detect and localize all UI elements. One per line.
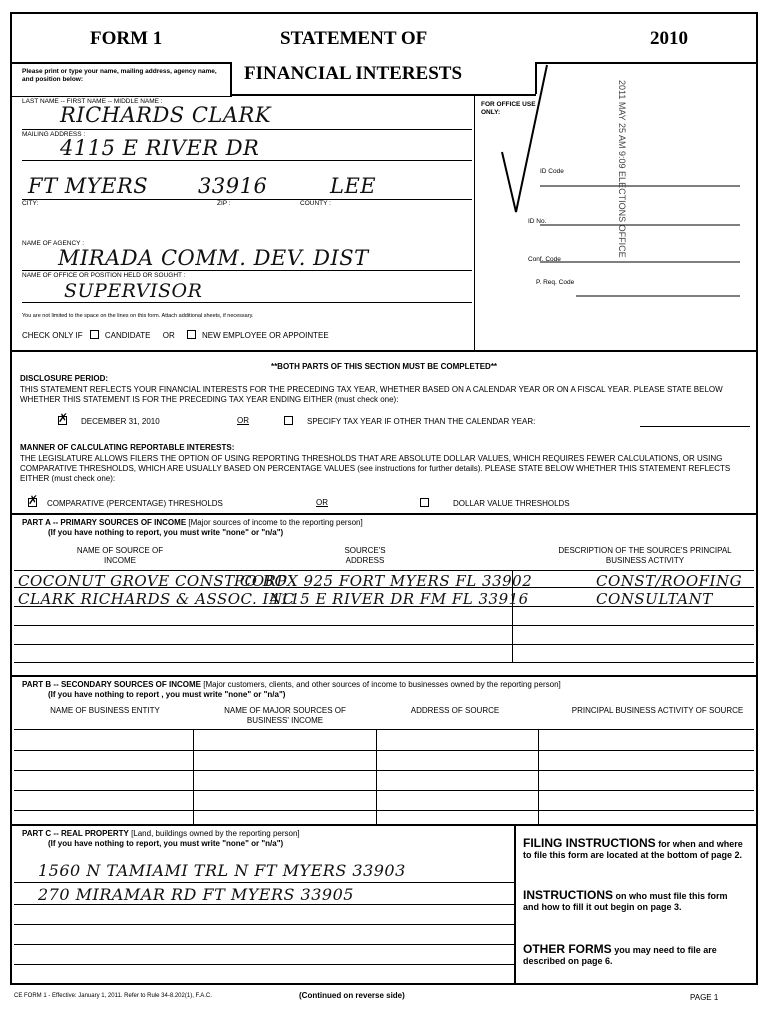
footer-left: CE FORM 1 - Effective: January 1, 2011. Refer to Rule 34-8.202(1), F.A.C. bbox=[14, 993, 212, 999]
form-year: 2010 bbox=[650, 28, 688, 49]
manner-title: MANNER OF CALCULATING REPORTABLE INTERESTS: bbox=[20, 443, 235, 452]
filing-title: FILING INSTRUCTIONS bbox=[523, 836, 656, 850]
id-code-label: ID Code bbox=[540, 168, 564, 175]
name-label: LAST NAME -- FIRST NAME -- MIDDLE NAME : bbox=[22, 98, 163, 105]
part-a-subtitle: (If you have nothing to report, you must write "none" or "n/a") bbox=[48, 528, 284, 537]
form-title-line2: FINANCIAL INTERESTS bbox=[244, 63, 463, 84]
county-value[interactable]: LEE bbox=[330, 174, 377, 198]
part-b-col2: NAME OF MAJOR SOURCES OF BUSINESS' INCOME bbox=[224, 706, 346, 725]
manner-text: THE LEGISLATURE ALLOWS FILERS THE OPTION OF USING REPORTING THRESHOLDS THAT ARE ABSOLUTE DOLLAR VALUES, WHICH REQUIRES FEWER CALCULATIONS, OR USING COMPARATIVE THRESHOLDS, WHICH ARE USUALLY BASED ON PERCENTAGE VALUES (see instructions for further details). PLEASE STATE BELOW WHETHER THIS STATEMENT REFLECTS EITHER (must check one): bbox=[20, 454, 731, 483]
office-label: NAME OF OFFICE OR POSITION HELD OR SOUGHT : bbox=[22, 272, 186, 279]
comparative-checkbox[interactable] bbox=[28, 498, 37, 507]
comparative-label: COMPARATIVE (PERCENTAGE) THRESHOLDS bbox=[47, 499, 223, 508]
print-instruction: Please print or type your name, mailing address, agency name, and position below: bbox=[22, 68, 217, 83]
city-label: CITY: bbox=[22, 200, 39, 207]
specify-year-label: SPECIFY TAX YEAR IF OTHER THAN THE CALENDAR YEAR: bbox=[307, 417, 536, 426]
address-value[interactable]: 4115 E RIVER DR bbox=[60, 136, 260, 160]
address-label: MAILING ADDRESS : bbox=[22, 131, 86, 138]
disclosure-period-text: THIS STATEMENT REFLECTS YOUR FINANCIAL INTERESTS FOR THE PRECEDING TAX YEAR, WHETHER BASED ON A CALENDAR YEAR OR ON A FISCAL YEAR. PLEASE STATE BELOW WHETHER THIS STATEMENT IS FOR THE PRECEDING TAX YEAR ENDING EITHER (must check one): bbox=[20, 385, 723, 404]
other-forms-title: OTHER FORMS bbox=[523, 942, 612, 956]
office-value[interactable]: SUPERVISOR bbox=[64, 280, 203, 302]
filing-text: when and where to file this form are located at the bottom of page 2. bbox=[523, 839, 743, 860]
part-a-row1-activity[interactable]: CONST/ROOFING bbox=[596, 572, 743, 590]
part-a-row1-name[interactable]: COCONUT GROVE CONST CORP bbox=[18, 572, 288, 590]
zip-label: ZIP : bbox=[217, 200, 231, 207]
space-note: You are not limited to the space on the lines on this form. Attach additional sheets, if necessary. bbox=[22, 313, 254, 319]
new-employee-label: NEW EMPLOYEE OR APPOINTEE bbox=[201, 331, 329, 340]
instructions-title: INSTRUCTIONS bbox=[523, 888, 613, 902]
part-a-row2-name[interactable]: CLARK RICHARDS & ASSOC. INC bbox=[18, 590, 295, 608]
part-b-title: PART B -- SECONDARY SOURCES OF INCOME bbox=[22, 680, 201, 689]
specify-year-checkbox[interactable] bbox=[284, 416, 293, 425]
received-stamp: 2011 MAY 25 AM 9:09 ELECTIONS OFFICE bbox=[617, 80, 627, 258]
footer-continued: (Continued on reverse side) bbox=[299, 991, 405, 1000]
part-b-col4: PRINCIPAL BUSINESS ACTIVITY OF SOURCE bbox=[571, 706, 744, 715]
agency-value[interactable]: MIRADA COMM. DEV. DIST bbox=[58, 246, 369, 270]
part-a-col1: NAME OF SOURCE OF INCOME bbox=[76, 546, 164, 565]
form-label: FORM 1 bbox=[90, 28, 163, 49]
check-only-if: CHECK ONLY IF bbox=[22, 331, 83, 340]
new-employee-checkbox[interactable] bbox=[187, 330, 196, 339]
footer-page: PAGE 1 bbox=[690, 993, 719, 1002]
county-label: COUNTY : bbox=[300, 200, 331, 207]
instructions-text: on who must file this form and how to fill it out begin on page 3. bbox=[523, 891, 728, 912]
part-a-col3: DESCRIPTION OF THE SOURCE'S PRINCIPAL BUSINESS ACTIVITY bbox=[558, 546, 732, 565]
dollar-label: DOLLAR VALUE THRESHOLDS bbox=[453, 499, 570, 508]
conf-code-label: Conf. Code bbox=[528, 256, 561, 263]
part-a-col2: SOURCE'S ADDRESS bbox=[344, 546, 386, 565]
part-c-subtitle: (If you have nothing to report, you must write "none" or "n/a") bbox=[48, 839, 284, 848]
part-a-row2-activity[interactable]: CONSULTANT bbox=[596, 590, 713, 608]
id-no-label: ID No. bbox=[528, 218, 547, 225]
form-title-line1: STATEMENT OF bbox=[280, 28, 428, 49]
other-forms-text: you may need to file are described on page 6. bbox=[523, 945, 717, 966]
part-c-row2[interactable]: 270 MIRAMAR RD FT MYERS 33905 bbox=[38, 885, 354, 904]
period-or: OR bbox=[237, 416, 249, 425]
part-c-row1[interactable]: 1560 N TAMIAMI TRL N FT MYERS 33903 bbox=[38, 861, 406, 880]
part-a-title: PART A -- PRIMARY SOURCES OF INCOME bbox=[22, 518, 187, 527]
part-a-row2-address[interactable]: 4115 E RIVER DR FM FL 33916 bbox=[270, 590, 529, 608]
disclosure-period-title: DISCLOSURE PERIOD: bbox=[20, 374, 109, 383]
dec31-checkbox[interactable] bbox=[58, 416, 67, 425]
part-b-note: [Major customers, clients, and other sources of income to businesses owned by the reporting person] bbox=[203, 680, 561, 689]
part-b-col3: ADDRESS OF SOURCE bbox=[410, 706, 500, 715]
agency-label: NAME OF AGENCY : bbox=[22, 240, 85, 247]
part-c-title: PART C -- REAL PROPERTY bbox=[22, 829, 129, 838]
filing-for: for bbox=[658, 839, 671, 849]
manner-or: OR bbox=[316, 498, 328, 507]
part-a-row1-address[interactable]: PO BOX 925 FORT MYERS FL 33902 bbox=[234, 572, 533, 590]
part-a-note: [Major sources of income to the reporting person] bbox=[188, 518, 363, 527]
part-b-col1: NAME OF BUSINESS ENTITY bbox=[50, 706, 160, 715]
p-req-code-label: P. Req. Code bbox=[536, 279, 575, 286]
candidate-or: OR bbox=[162, 331, 175, 340]
city-value[interactable]: FT MYERS bbox=[28, 174, 149, 198]
part-c-note: [Land, buildings owned by the reporting person] bbox=[131, 829, 300, 838]
dec31-label: DECEMBER 31, 2010 bbox=[81, 417, 160, 426]
part-b-subtitle: (If you have nothing to report , you must write "none" or "n/a") bbox=[48, 690, 286, 699]
zip-value[interactable]: 33916 bbox=[198, 174, 268, 198]
name-value[interactable]: RICHARDS CLARK bbox=[60, 103, 272, 127]
office-use-label: FOR OFFICE USE ONLY: bbox=[481, 101, 536, 116]
candidate-checkbox[interactable] bbox=[90, 330, 99, 339]
dollar-checkbox[interactable] bbox=[420, 498, 429, 507]
candidate-label: CANDIDATE bbox=[104, 331, 151, 340]
both-parts-note: **BOTH PARTS OF THIS SECTION MUST BE COMPLETED** bbox=[270, 362, 498, 371]
